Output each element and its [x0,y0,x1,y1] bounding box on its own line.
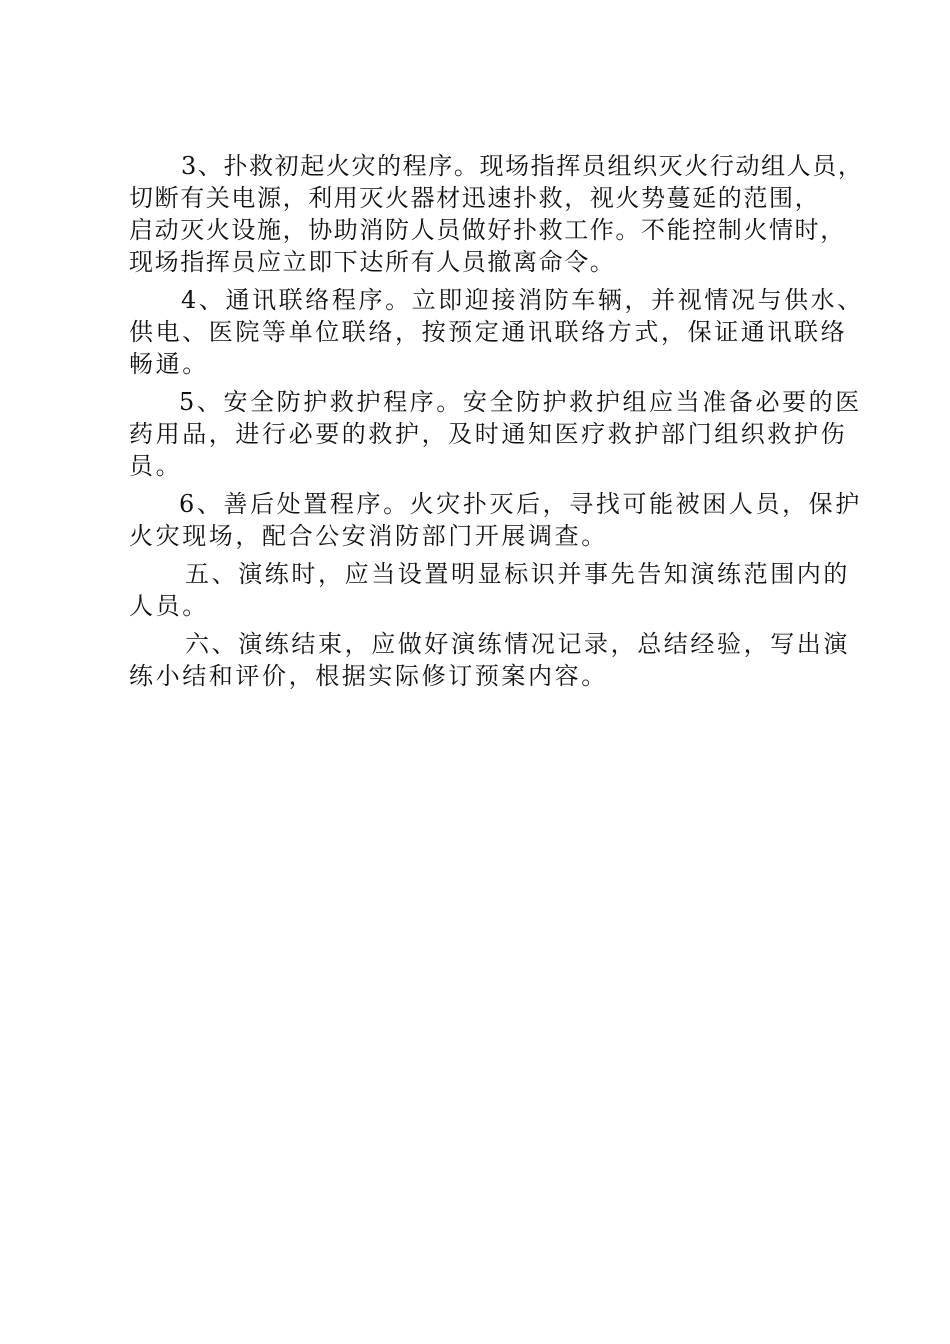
paragraph-line: 启动灭火设施，协助消防人员做好扑救工作。不能控制火情时， [129,216,846,244]
paragraph-fire-fighting [129,150,864,278]
paragraph-line: 六、演练结束，应做好演练情况记录，总结经验，写出演 [185,630,850,658]
paragraph-drill-notice [129,558,850,622]
paragraph-aftermath [129,488,862,552]
paragraph-line: 人员。 [129,592,209,620]
paragraph-line: 五、演练时，应当设置明显标识并事先告知演练范围内的 [185,560,850,588]
paragraph-line: 切断有关电源，利用灭火器材迅速扑救，视火势蔓延的范围， [129,184,821,212]
paragraph-line: 3、扑救初起火灾的程序。现场指挥员组织灭火行动组人员， [181,152,864,180]
paragraph-communication [129,284,864,380]
paragraph-line: 4、通讯联络程序。立即迎接消防车辆，并视情况与供水、 [181,286,864,314]
paragraph-line: 畅通。 [129,350,209,378]
paragraph-line: 供电、医院等单位联络，按预定通讯联络方式，保证通讯联络 [129,318,848,346]
paragraph-safety-rescue [129,386,862,482]
paragraph-line: 练小结和评价，根据实际修订预案内容。 [129,662,608,690]
paragraph-drill-summary [129,628,850,692]
paragraph-line: 员。 [129,452,183,480]
paragraph-line: 火灾现场，配合公安消防部门开展调查。 [129,522,608,550]
paragraph-line: 现场指挥员应立即下达所有人员撤离命令。 [129,248,616,276]
paragraph-line: 6、善后处置程序。火灾扑灭后，寻找可能被困人员，保护 [179,490,862,518]
paragraph-line: 5、安全防护救护程序。安全防护救护组应当准备必要的医 [179,388,862,416]
paragraph-line: 药用品，进行必要的救护，及时通知医疗救护部门组织救护伤 [129,420,848,448]
document-body [129,150,864,692]
